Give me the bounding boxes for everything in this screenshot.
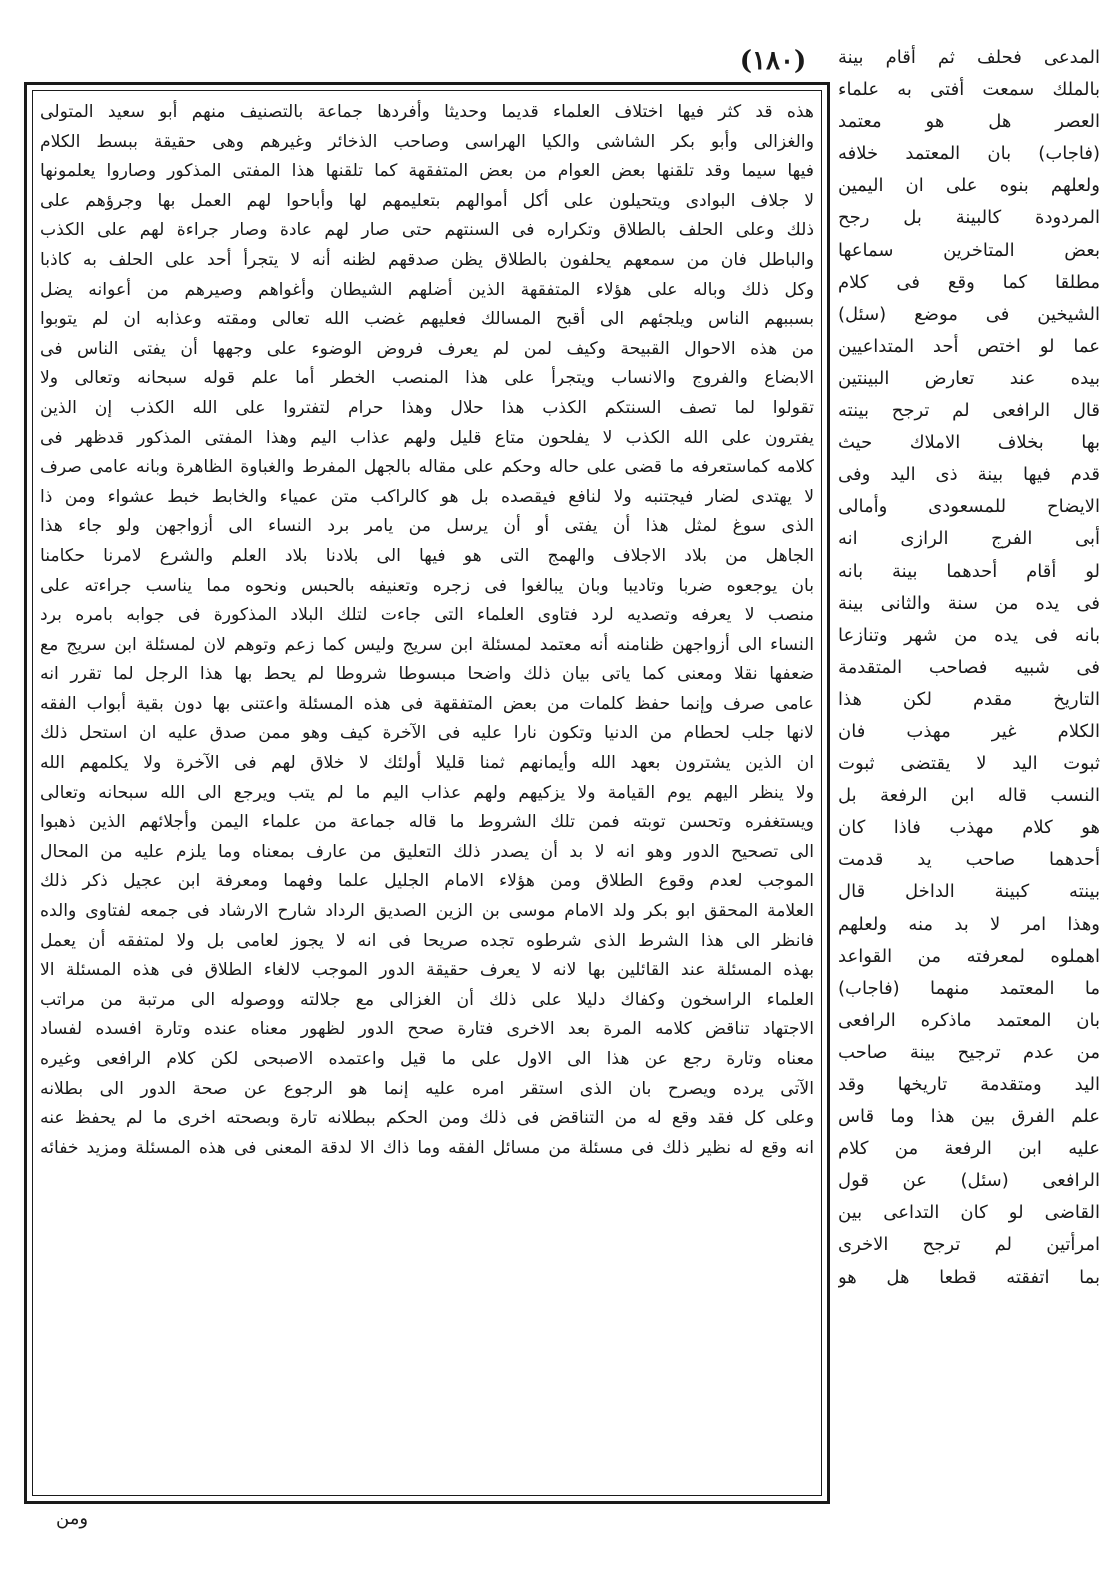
margin-text-line: فى يده من سنة والثانى بينة <box>838 592 1100 614</box>
margin-text-line: من عدم ترجيح بينة صاحب <box>838 1041 1100 1063</box>
margin-text-line: علم الفرق بين هذا وما قاس <box>838 1106 1100 1128</box>
margin-text-line: اهملوه لمعرفته من القواعد <box>838 945 1100 967</box>
margin-text-line: ولعلهم بنوه على ان اليمين <box>838 175 1100 197</box>
margin-text-line: عليه ابن الرفعة من كلام <box>838 1138 1100 1160</box>
main-text-line: الاجتهاد تناقض كلامه المرة بعد الاخرى فتارة صحح الدور لظهور معناه عنده وتارة افسده لفساد <box>40 1019 814 1040</box>
main-text-line: منصب لا يعرفه وتصديه لرد فتاوى العلماء التى جاءت لتلك البلاد المذكورة فى جوابه بامره برد <box>40 605 814 626</box>
margin-text-line: بالملك سمعت أفتى به علماء <box>838 79 1100 101</box>
margin-text-line: ما المعتمد منهما (فاجاب) <box>838 977 1100 999</box>
margin-text-line: الرافعى (سئل) عن قول <box>838 1170 1100 1192</box>
main-text-line: معناه وتارة رجع عن هذا الى الاول على ما قيل واعتمده الاصبحى لكن كلام الرافعى وغيره <box>40 1049 814 1069</box>
margin-text-line: التاريخ مقدم لكن هذا <box>838 688 1100 710</box>
margin-text-line: أبى الفرج الرازى انه <box>838 528 1100 550</box>
main-text-line: من هذه الاحوال القبيحة وكيف لمن لم يعرف فروض الوضوء على وجهها أن يفتى الناس فى <box>40 338 814 359</box>
main-text-line: يفترون على الله الكذب لا يفلحون متاع قليل ولهم عذاب اليم وهذا المفتى المذكور قدظهر فى <box>40 427 814 448</box>
margin-text-line: مطلقا كما وقع فى كلام <box>838 271 1100 293</box>
main-text-line: العلماء الراسخون وكفاك دليلا على ذلك أن الغزالى مع جلالته ووصوله الى مرتبة من مراتب <box>40 989 814 1010</box>
margin-text-line: بان المعتمد ماذكره الرافعى <box>838 1009 1100 1031</box>
main-text-line: ان الذين يشترون بعهد الله وأيمانهم ثمنا قليلا أولئك لا خلاق لهم فى الآخرة ولا يكلمهم الله <box>40 753 814 774</box>
main-text-line: الجاهل من بلاد الاجلاف والهمج التى هو فيها الى بلادنا بلاد العلم والشرع لامرنا حكامنا <box>40 545 814 566</box>
margin-text-line: لو أقام أحدهما بينة بانه <box>838 560 1100 582</box>
main-text-line: بان يوجعوه ضربا وتاديبا وبان يبالغوا فى زجره وتعنيفه بالحبس ونحوه مما يناسب جراءته على <box>40 575 814 596</box>
margin-text-line: بما اتفقته قطعا هل هو <box>838 1266 1100 1288</box>
margin-text-line: بيده عند تعارض البينتين <box>838 367 1100 389</box>
main-text-line: ويستغفره وتحسن توبته فمن تلك الشروط ما قاله جماعة من علماء اليمن وأجلائهم الذين ذهبوا <box>40 812 814 833</box>
main-text-line: تقولوا لما تصف السنتكم الكذب هذا حلال وهذا حرام لتفتروا على الله الكذب إن الذين <box>40 397 814 418</box>
margin-text-line: الكلام غير مهذب فان <box>838 720 1100 742</box>
main-text-line: لا يهتدى لضار فيجتنبه ولا لنافع فيقصده بل هو كالراكب متن عمياء والخابط خبط عشواء ومن ذا <box>40 486 814 507</box>
main-text-line: والباطل فان من سمعهم يحلفون بالطلاق يظن صدقهم لظنه أنه لا يتجرأ أحد على الحلف به كاذبا <box>40 249 814 270</box>
main-text-line: انه وقع له نظير ذلك فى مسئلة من مسائل الفقه وما ذاك الا لدقة المعنى فى هذه المسئلة ومزيد خفائه <box>40 1137 814 1158</box>
main-text-line: وكل ذلك وباله على هؤلاء المتفقهة الذين أضلهم الشيطان وأغواهم وصيرهم من أعوانه يضل <box>40 279 814 300</box>
main-text-line: كلامه كماستعرفه ما قضى على حاله وحكم على مقاله بالجهل المفرط والغباوة الظاهرة وبانه عامى صرف <box>40 457 814 478</box>
main-text-column <box>40 98 814 1490</box>
page-number: (١٨٠) <box>739 46 807 76</box>
margin-text-line: الايضاح للمسعودى وأمالى <box>838 496 1100 518</box>
margin-text-line: الشيخين فى موضع (سئل) <box>838 303 1100 325</box>
margin-text-line: النسب قاله ابن الرفعة بل <box>838 785 1100 807</box>
margin-text-line: هو كلام مهذب فاذا كان <box>838 817 1100 839</box>
main-text-line: بسببهم الناس ويلجئهم الى أقبح المسالك فعليهم غضب الله تعالى ومقته وعذابه ان لم يتوبوا <box>40 309 814 330</box>
main-text-line: فانظر الى هذا الشرط الذى شرطوه تجده صريحا فى انه لا يجوز لعامى بل ولا لمتفقه أن يعمل <box>40 930 814 951</box>
main-text-line: النساء الى أزواجهن ظنامنه أنه معتمد لمسئلة ابن سريج وليس كما زعم وتوهم لان لمسئلة ابن سريج مع <box>40 634 814 655</box>
margin-text-line: قدم فيها بينة ذى اليد وفى <box>838 464 1100 486</box>
main-text-line: العلامة المحقق ابو بكر ولد الامام موسى بن الزين الصديق الرداد شارح الارشاد فى جمعه لفتاوى والده <box>40 901 814 922</box>
margin-text-line: اليد ومتقدمة تاريخها وقد <box>838 1074 1100 1095</box>
margin-text-line: أحدهما صاحب يد قدمت <box>838 849 1100 871</box>
margin-text-line: بعض المتاخرين سماعها <box>838 239 1100 261</box>
main-text-line: عامى صرف وإنما حفظ كلمات من بعض المتفقهة فى هذه المسئلة واعتنى بها دون بقية أبواب الفقه <box>40 693 814 714</box>
main-text-line: ولا ينظر اليهم يوم القيامة ولا يزكيهم ولهم عذاب اليم ما لم يتب ويرجع الى الله سبحانه وتعالى <box>40 782 814 803</box>
main-text-line: الابضاع والفروج والانساب ويتجرأ على هذا المنصب الخطر أما علم قوله سبحانه وتعالى ولا <box>40 368 814 389</box>
margin-text-line: المردودة كالبينة بل رجح <box>838 207 1100 229</box>
margin-text-line: القاضى لو كان التداعى بين <box>838 1202 1100 1224</box>
main-text-line: لا جلاف البوادى ويتحيلون على أكل أموالهم بتعليمهم لها وأباحوا لهم العمل بها وجرؤهم على <box>40 190 814 211</box>
margin-text-line: (فاجاب) بان المعتمد خلافه <box>838 143 1100 165</box>
main-text-line: الآتى يرده ويصرح بان الذى استقر امره عليه إنما هو الرجوع عن صحة الدور الى بطلانه <box>40 1078 814 1099</box>
main-text-line: ذلك وعلى الحلف بالطلاق وتكراره فى السنتهم حتى صار لهم عادة وصار جراءة لهم على الكذب <box>40 220 814 241</box>
main-text-line: هذه قد كثر فيها اختلاف العلماء قديما وحديثا وأفردها جماعة بالتصنيف منهم أبو سعيد المتولى <box>40 102 814 122</box>
main-text-line: ضعفها نقلا ومعنى كما ياتى بيان ذلك واضحا مبسوطا شروطا لم يحط بها هذا الرجل لما تقرر انه <box>40 664 814 685</box>
margin-text-line: بانه فى يده من شهر وتنازعا <box>838 624 1100 646</box>
margin-text-line: وهذا امر لا بد منه ولعلهم <box>838 913 1100 935</box>
main-text-line: وعلى كل فقد وقع له من التناقض فى ذلك ومن الحكم ببطلانه تارة وبصحته اخرى ما لم يحفظ عنه <box>40 1108 814 1129</box>
margin-text-line: قال الرافعى لم ترجح بينته <box>838 400 1100 422</box>
main-text-line: والغزالى وأبو بكر الشاشى والكيا الهراسى وصاحب الذخائر وغيرهم وهى حقيقة ببسط الكلام <box>40 131 814 152</box>
margin-text-line: المدعى فحلف ثم أقام بينة <box>838 47 1100 68</box>
margin-text-line: امرأتين لم ترجح الاخرى <box>838 1234 1100 1256</box>
main-text-line: الى تصحيح الدور وهو انه لا بد أن يصدر ذلك التعليق من عارف بمعناه وما يلزم عليه من المحال <box>40 841 814 862</box>
margin-text-column <box>838 42 1100 1522</box>
main-text-line: بهذه المسئلة عند القائلين بها لانه لا يعرف حقيقة الدور الموجب لالغاء الطلاق فى هذه المسئلة الا <box>40 960 814 981</box>
main-text-line: فيها سيما وقد تلقنها بعض العوام من بعض المتفقهة كما تلقنها هذا المفتى المذكور وصاروا يعلمونها <box>40 161 814 182</box>
margin-text-line: بينته كبينة الداخل قال <box>838 881 1100 903</box>
main-text-line: الذى سوغ لمثل هذا أن يفتى أو أن يرسل من يامر برد النساء الى أزواجهن ولو جاء هذا <box>40 516 814 537</box>
main-text-line: الموجب لعدم وقوع الطلاق ومن هؤلاء الامام الجليل علما وفهما ومعرفة ابن عجيل ذكر ذلك <box>40 871 814 892</box>
margin-text-line: عما لو اختص أحد المتداعيين <box>838 335 1100 357</box>
margin-text-line: ثبوت اليد لا يقتضى ثبوت <box>838 753 1100 775</box>
catchword: ومن <box>56 1508 89 1529</box>
margin-text-line: العصر هل هو معتمد <box>838 111 1100 133</box>
margin-text-line: بها بخلاف الاملاك حيث <box>838 432 1100 454</box>
main-text-line: لانها جلب لحطام من الدنيا وتكون نارا عليه فى الآخرة كيف وهو ممن صدق عليه ان استحل ذلك <box>40 723 814 744</box>
margin-text-line: فى شبيه فصاحب المتقدمة <box>838 656 1100 678</box>
